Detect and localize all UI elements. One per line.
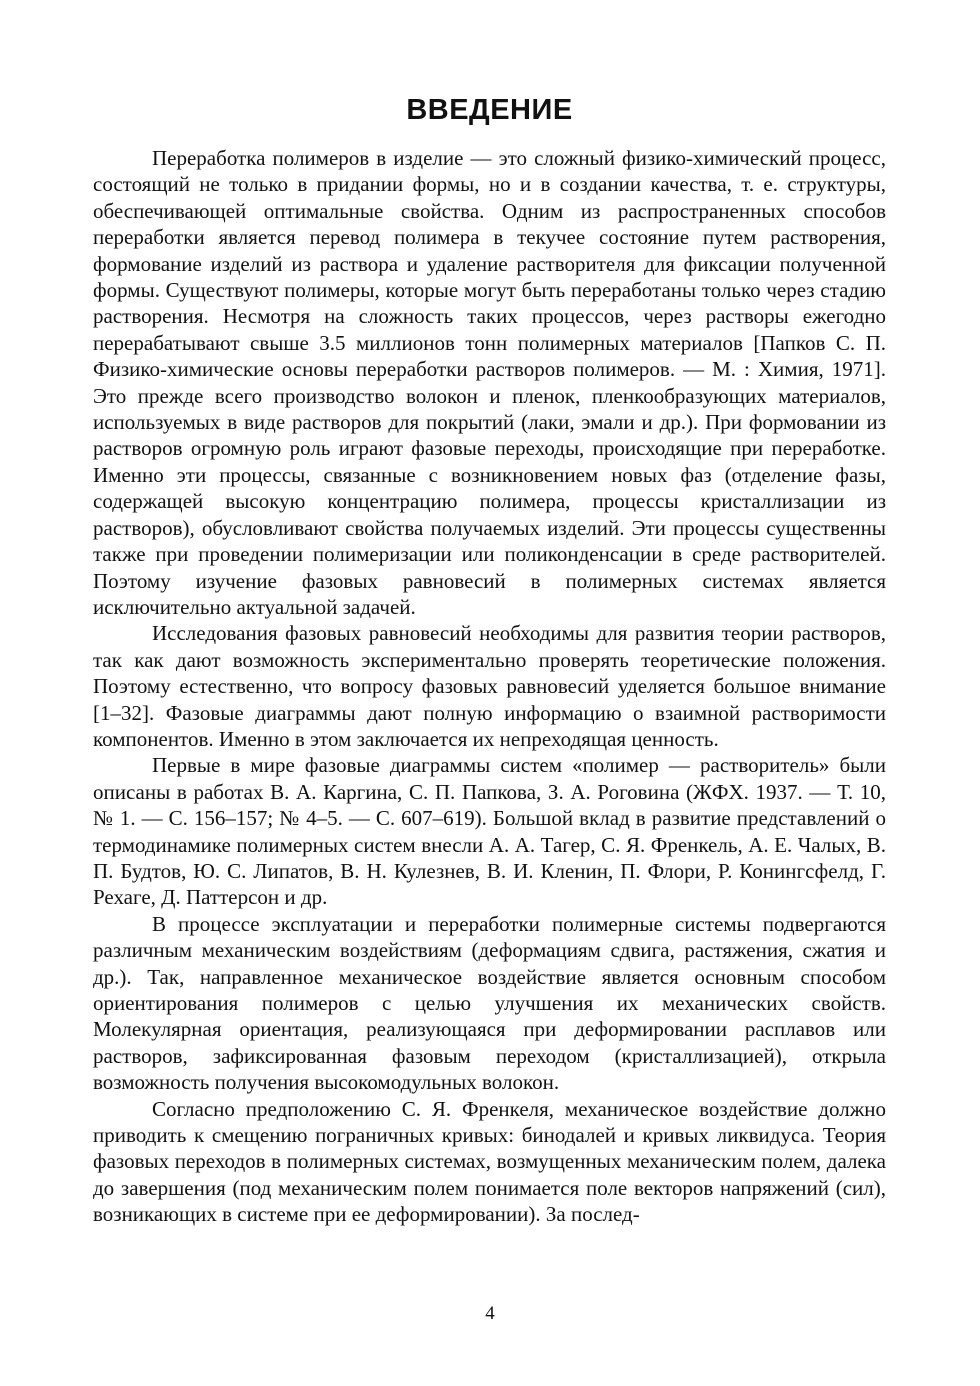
paragraph-5: Согласно предположению С. Я. Френкеля, механическое воздействие должно приводить к смещению пограничных кривых: бинодалей и кривых ликвидуса. Теория фазовых переходов в полимерных системах, возмущенных механическим полем, далека до завершения (под механическим полем понимается поле векторов напряжений (сил), возникающих в системе при ее деформировании). За послед- — [93, 1096, 886, 1227]
page-number: 4 — [485, 1303, 495, 1324]
page-title: ВВЕДЕНИЕ — [406, 94, 573, 126]
paragraph-2: Исследования фазовых равновесий необходимы для развития теории растворов, так как дают возможность экспериментально проверять теоретические положения. Поэтому естественно, что вопросу фазовых равновесий уделяется большое внимание [1–32]. Фазовые диаграммы дают полную информацию о взаимной растворимости компонентов. Именно в этом заключается их непреходящая ценность. — [93, 621, 886, 751]
paragraph-3: Первые в мире фазовые диаграммы систем «полимер — растворитель» были описаны в работах В. А. Каргина, С. П. Папкова, З. А. Роговина (ЖФХ. 1937. — Т. 10, № 1. — С. 156–157; № 4–5. — С. 607–619). Большой вклад в развитие представлений о термодинамике полимерных систем внесли А. А. Тагер, С. Я. Френкель, А. Е. Чалых, В. П. Будтов, Ю. С. Липатов, В. Н. Кулезнев, В. И. Кленин, П. Флори, Р. Конингсфелд, Г. Рехаге, Д. Паттерсон и др. — [93, 753, 886, 910]
paragraph-4: В процессе эксплуатации и переработки полимерные системы подвергаются различным механическим воздействиям (деформациям сдвига, растяжения, сжатия и др.). Так, направленное механическое воздействие является основным способом ориентирования полимеров с целью улучшения их механических свойств. Молекулярная ориентация, реализующаяся при деформировании расплавов или растворов, зафиксированная фазовым переходом (кристаллизацией), открыла возможность получения высокомодульных волокон. — [93, 911, 886, 1095]
paragraph-1: Переработка полимеров в изделие — это сложный физико-химический процесс, состоящий не только в придании формы, но и в создании качества, т. е. структуры, обеспечивающей оптимальные свойства. Одним из распространенных способов переработки является перевод полимера в текучее состояние путем растворения, формование изделий из раствора и удаление растворителя для фиксации полученной формы. Существуют полимеры, которые могут быть переработаны только через стадию растворения. Несмотря на сложность таких процессов, через растворы ежегодно перерабатывают свыше 3.5 миллионов тонн полимерных материалов [Папков С. П. Физико-химические основы переработки растворов полимеров. — М. : Химия, 1971]. Это прежде всего производство волокон и пленок, пленкообразующих материалов, используемых в виде растворов для покрытий (лаки, эмали и др.). При формовании из растворов огромную роль играют фазовые переходы, происходящие при переработке. Именно эти процессы, связанные с возникновением новых фаз (отделение фазы, содержащей высокую концентрацию полимера, процессы кристаллизации из растворов), обусловливают свойства получаемых изделий. Эти процессы существенны также при проведении полимеризации или поликонденсации в среде растворителей. Поэтому изучение фазовых равновесий в полимерных системах является исключительно актуальной задачей. — [93, 146, 886, 619]
page-content — [93, 92, 886, 1228]
